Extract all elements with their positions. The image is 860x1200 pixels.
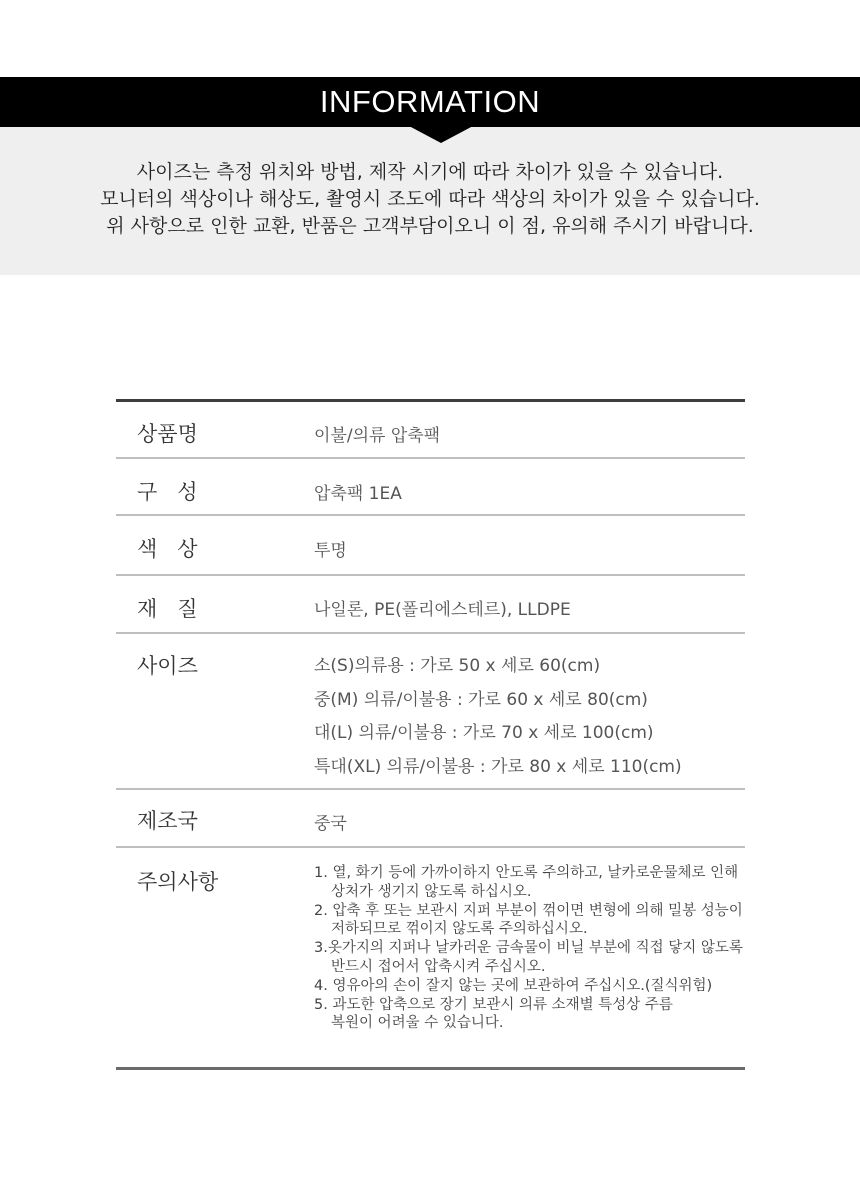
spec-table: [116, 399, 745, 1070]
spec-value: 중국: [314, 814, 347, 834]
caution-item: 5. 과도한 압축으로 장기 보관시 의류 소재별 특성상 주름: [314, 996, 673, 1013]
header-title: INFORMATION: [319, 84, 541, 119]
spec-row-product-name: [116, 402, 745, 459]
notice-line: 모니터의 색상이나 해상도, 촬영시 조도에 따라 색상의 차이가 있을 수 있습니다.: [100, 188, 760, 210]
caution-item: 상처가 생기지 않도록 하십시오.: [331, 883, 532, 900]
spec-value: 이불/의류 압축팩: [314, 426, 441, 446]
spec-row-origin: [116, 790, 745, 848]
spec-value: 나일론, PE(폴리에스테르), LLDPE: [314, 600, 571, 620]
notice-box: [0, 127, 860, 275]
spec-value: 투명: [314, 541, 347, 561]
spec-label: 사이즈: [137, 654, 198, 678]
spec-label: 제조국: [137, 809, 198, 833]
spec-label: 구 성: [137, 480, 198, 504]
notice-text: [0, 159, 860, 240]
spec-row-color: [116, 516, 745, 576]
size-item: 중(M) 의류/이불용 : 가로 60 x 세로 80(cm): [314, 689, 648, 710]
notice-line: 사이즈는 측정 위치와 방법, 제작 시기에 따라 차이가 있을 수 있습니다.: [136, 161, 724, 183]
spec-row-size: [116, 634, 745, 790]
caution-item: 복원이 어려울 수 있습니다.: [331, 1015, 504, 1032]
spec-row-material: [116, 576, 745, 634]
size-item: 대(L) 의류/이불용 : 가로 70 x 세로 100(cm): [314, 723, 654, 743]
spec-row-caution: [116, 848, 745, 1070]
spec-label: 색 상: [137, 537, 198, 561]
spec-label: 상품명: [137, 422, 198, 446]
spec-label: 주의사항: [137, 870, 219, 894]
spec-row-composition: [116, 459, 745, 516]
caution-item: 저하되므로 꺾이지 않도록 주의하십시오.: [331, 921, 588, 938]
caution-item: 3.옷가지의 지퍼나 날카러운 금속물이 비닐 부분에 직접 닿지 않도록: [314, 940, 743, 957]
caution-item: 반드시 접어서 압축시켜 주십시오.: [331, 958, 546, 975]
caution-item: 2. 압축 후 또는 보관시 지퍼 부분이 꺾이면 변형에 의해 밀봉 성능이: [314, 902, 743, 919]
notice-line: 위 사항으로 인한 교환, 반품은 고객부담이오니 이 점, 유의해 주시기 바랍니다.: [106, 215, 754, 237]
size-item: 특대(XL) 의류/이불용 : 가로 80 x 세로 110(cm): [314, 756, 682, 777]
size-item: 소(S)의류용 : 가로 50 x 세로 60(cm): [314, 656, 601, 676]
caution-list: [314, 864, 743, 1033]
caution-item: 1. 열, 화기 등에 가까이하지 안도록 주의하고, 날카로운물체로 인해: [314, 865, 739, 881]
header-bar: [0, 77, 860, 127]
size-list: [314, 650, 682, 784]
spec-label: 재 질: [137, 597, 198, 621]
header-pointer-arrow: [409, 126, 473, 143]
spec-value: 압축팩 1EA: [314, 484, 402, 504]
caution-item: 4. 영유아의 손이 잘지 않는 곳에 보관하여 주십시오.(질식위험): [314, 977, 713, 994]
